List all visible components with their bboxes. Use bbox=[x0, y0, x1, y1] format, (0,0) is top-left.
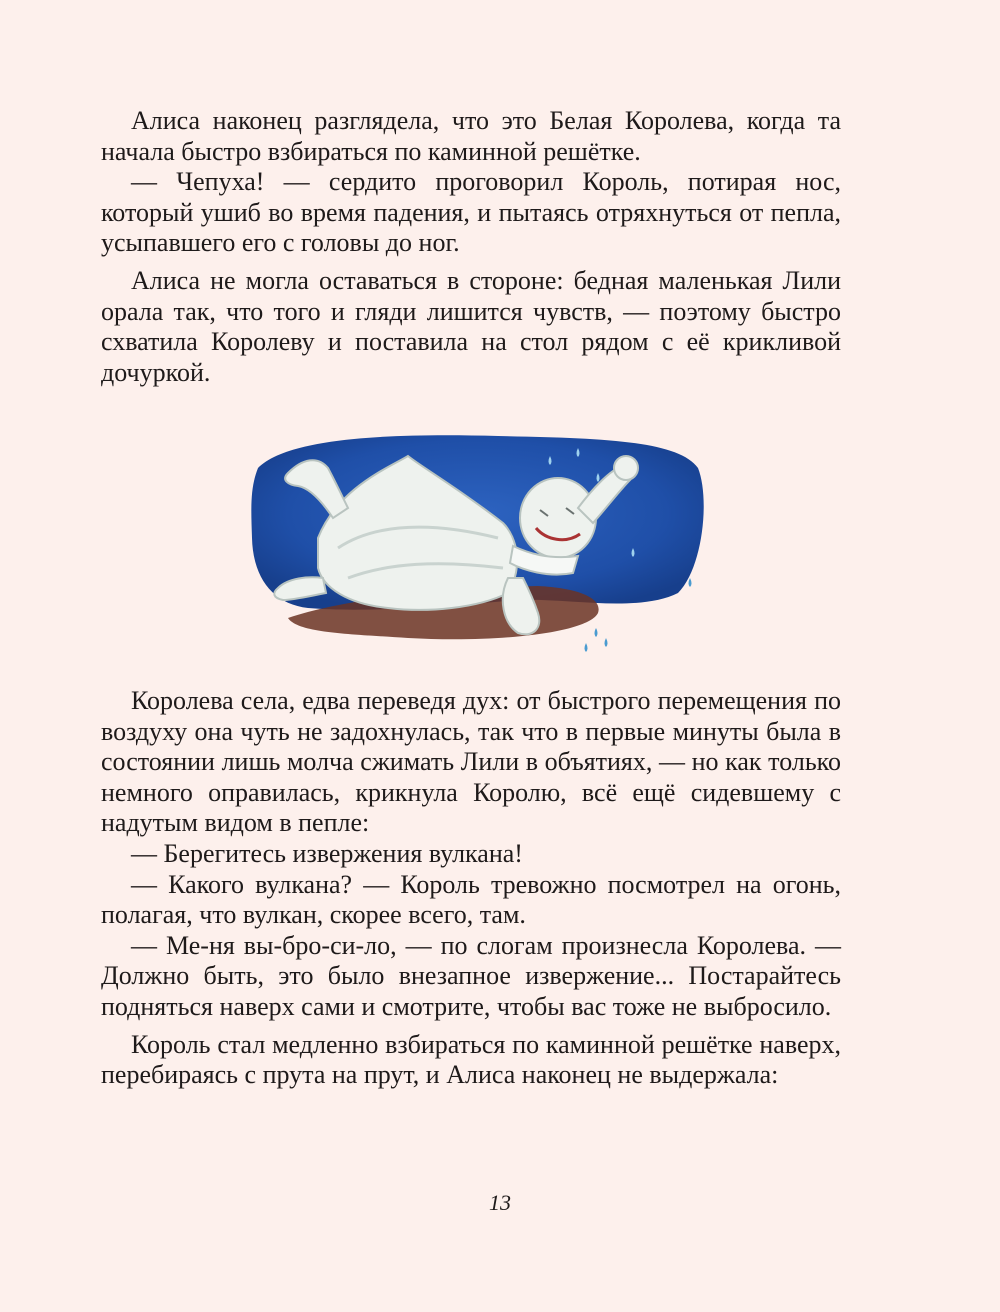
paragraph: — Какого вулкана? — Король тревожно посмотрел на огонь, полагая, что вулкан, скорее всего, там. bbox=[101, 869, 841, 930]
paragraph: Алиса не могла оставаться в стороне: бедная маленькая Лили орала так, что того и гляди лишится чувств, — поэтому быстро схватила Королеву и поставила на стол рядом с её крикливой дочуркой. bbox=[101, 265, 841, 387]
paragraph: — Чепуха! — сердито проговорил Король, потирая нос, который ушиб во время падения, и пытаясь отряхнуться от пепла, усыпавшего его с головы до ног. bbox=[101, 167, 841, 258]
paragraph: Алиса наконец разглядела, что это Белая Королева, когда та начала быстро взбираться по каминной решётке. bbox=[101, 106, 841, 166]
paragraph: Король стал медленно взбираться по каминной решётке наверх, перебираясь с прута на прут, и Алиса наконец не выдержала: bbox=[101, 1029, 841, 1090]
paragraph: Королева села, едва переведя дух: от быстрого перемещения по воздуху она чуть не задохнулась, так что в первые минуты была в состоянии лишь молча сжимать Лили в объятиях, — но как только немного оправилась, крикнула Королю, всё ещё сидевшему с надутым видом в пепле: bbox=[101, 686, 841, 838]
paragraph: — Ме-ня вы-бро-си-ло, — по слогам произнесла Королева. — Должно быть, это было внезапное извержение... Постарайтесь подняться наверх сами и смотрите, чтобы вас тоже не выбросило. bbox=[101, 930, 841, 1021]
page-number: 13 bbox=[489, 1190, 511, 1215]
text-block-top bbox=[101, 106, 841, 388]
white-queen-illustration bbox=[248, 428, 708, 668]
paragraph: — Берегитесь извержения вулкана! bbox=[131, 838, 523, 868]
text-block-bottom bbox=[101, 686, 841, 1091]
